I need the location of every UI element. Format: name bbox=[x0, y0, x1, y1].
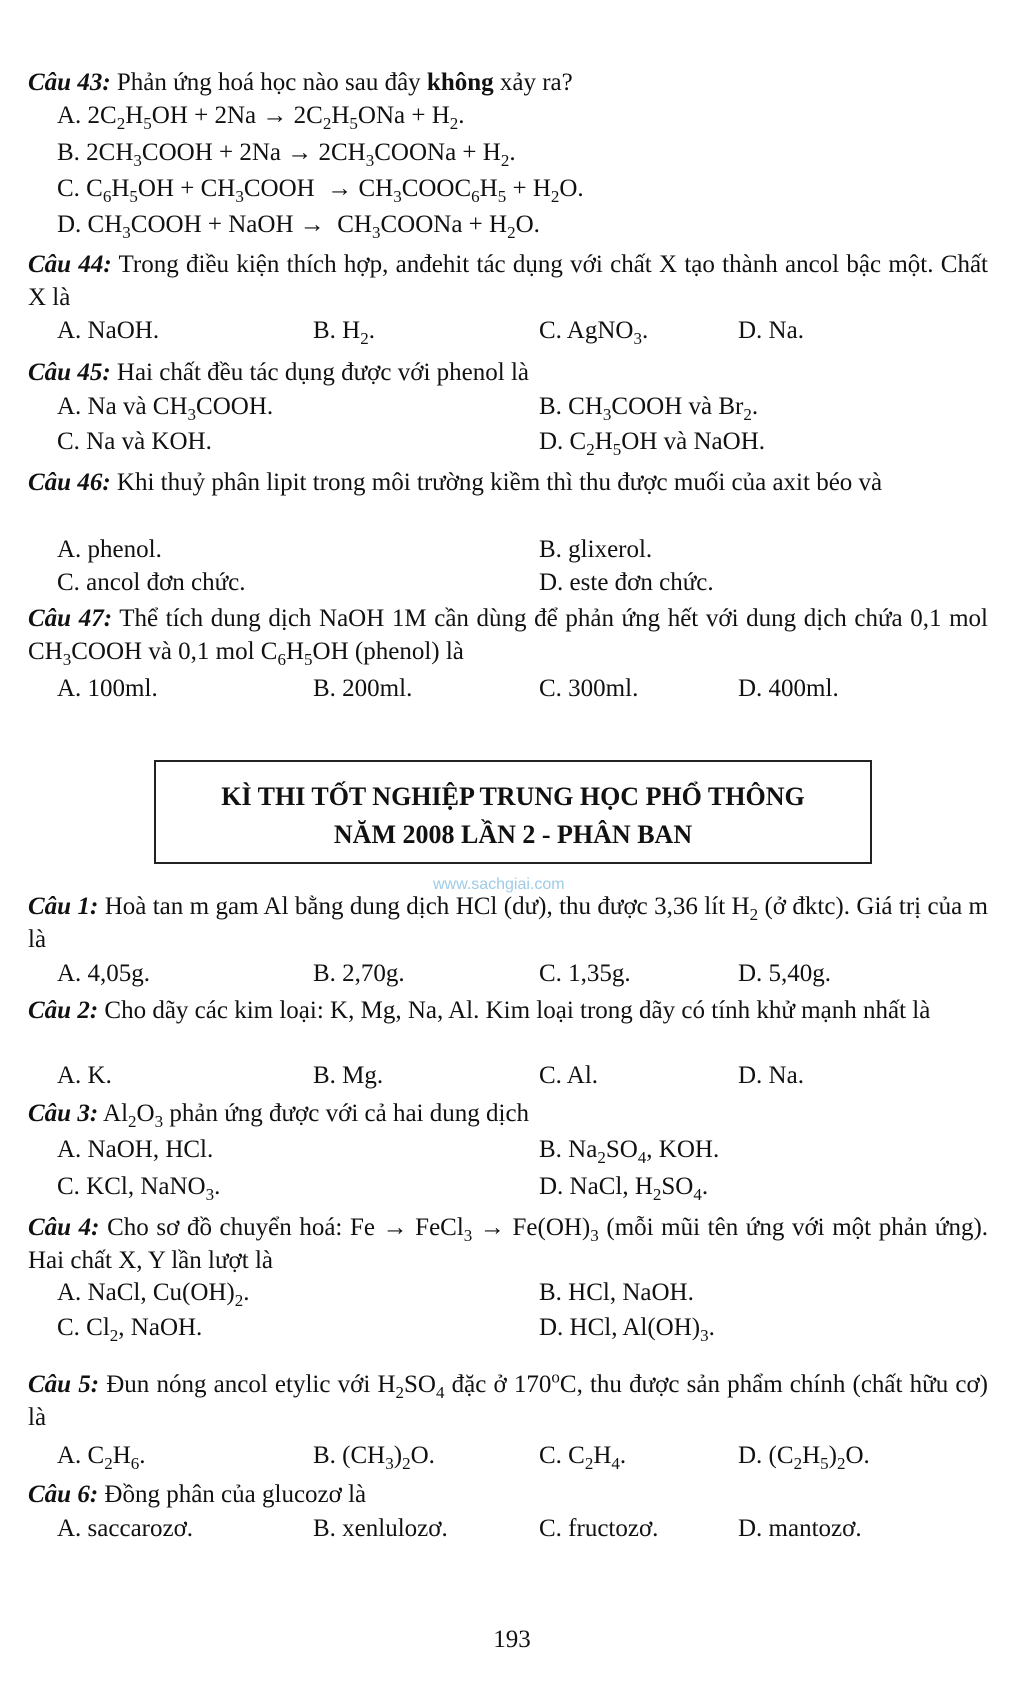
question-6 bbox=[28, 1478, 988, 1511]
option-b: B. 200ml. bbox=[313, 675, 413, 702]
option-a: A. K. bbox=[57, 1062, 112, 1089]
option-b: B. HCl, NaOH. bbox=[539, 1279, 694, 1306]
option-b: B. $CH_3COOH$ và $Br_2$. bbox=[539, 393, 759, 424]
option-d: D. este đơn chức. bbox=[539, 569, 714, 596]
option-d: D. mantozơ. bbox=[738, 1515, 862, 1542]
question-label: Câu 44: bbox=[28, 251, 112, 278]
option-a: A. NaOH. bbox=[57, 317, 160, 344]
option-d: D. 400ml. bbox=[738, 675, 839, 702]
question-label: Câu 3: bbox=[28, 1100, 99, 1127]
option-a: A. $C_2H_6$. bbox=[57, 1442, 146, 1473]
question-2 bbox=[28, 994, 988, 1027]
question-label: Câu 2: bbox=[28, 997, 99, 1024]
question-47: Câu 47: Thể tích dung dịch NaOH 1M cần dùng để phản ứng hết với dung dịch chứa 0,1 mol $CH_3COOH$ và 0,1 mol $C_6H_5OH$ (phenol) là bbox=[28, 605, 988, 669]
question-3: Câu 3: $Al_2O_3$ phản ứng được với cả hai dung dịch bbox=[28, 1100, 530, 1131]
question-text: Hai chất đều tác dụng được với phenol là bbox=[116, 359, 529, 386]
question-text: Thể tích dung dịch NaOH 1M cần dùng để phản ứng hết với dung dịch chứa 0,1 mol CH bbox=[28, 605, 988, 665]
question-text: Trong điều kiện thích hợp, anđehit tác dụng với chất X tạo thành ancol bậc một. Chất X là bbox=[28, 251, 988, 311]
option-a: A. 4,05g. bbox=[57, 960, 151, 987]
option-c: C. Al. bbox=[539, 1062, 599, 1089]
question-label: Câu 1: bbox=[28, 893, 99, 920]
question-label: Câu 5: bbox=[28, 1371, 100, 1398]
watermark: www.sachgiai.com bbox=[433, 876, 565, 893]
question-label: Câu 6: bbox=[28, 1481, 99, 1508]
option-b: B. 2,70g. bbox=[313, 960, 405, 987]
option-d: D. Na. bbox=[738, 1062, 804, 1089]
question-text: Cho sơ đồ chuyển hoá: Fe → FeCl bbox=[107, 1214, 464, 1241]
option-b: B. $Na_2SO_4$, KOH. bbox=[539, 1136, 720, 1167]
option-a: A. $2C_2H_5OH + 2Na \to 2C_2H_5ONa + H_2$. bbox=[57, 102, 465, 133]
option-d: D. HCl, $Al(OH)_3$. bbox=[539, 1314, 715, 1345]
option-a: A. NaCl, $Cu(OH)_2$. bbox=[57, 1279, 250, 1310]
option-c: C. 1,35g. bbox=[539, 960, 631, 987]
question-text: Hoà tan m gam Al bằng dung dịch HCl (dư), thu được 3,36 lít H bbox=[104, 893, 750, 920]
question-4: Câu 4: Cho sơ đồ chuyển hoá: Fe → FeCl$_3$ → $Fe(OH)_3$ (mỗi mũi tên ứng với một phản ứng). Hai chất X, Y lần lượt là bbox=[28, 1214, 989, 1274]
option-b: B. glixerol. bbox=[539, 536, 653, 563]
question-44 bbox=[28, 248, 988, 314]
option-a: A. Na và $CH_3COOH$. bbox=[57, 393, 274, 424]
question-43 bbox=[28, 66, 988, 99]
question-emphasis: không bbox=[426, 69, 494, 96]
exam-header-box bbox=[154, 760, 872, 864]
option-b: B. Mg. bbox=[313, 1062, 384, 1089]
question-45 bbox=[28, 356, 988, 389]
option-a: A. NaOH, HCl. bbox=[57, 1136, 214, 1163]
question-text: Khi thuỷ phân lipit trong môi trường kiềm thì thu được muối của axit béo và bbox=[116, 469, 883, 496]
option-b: B. $2CH_3COOH + 2Na$ → $2CH_3COONa + H_2$. bbox=[57, 139, 516, 170]
exam-header-line2: NĂM 2008 LẦN 2 - PHÂN BAN bbox=[333, 820, 693, 849]
option-d: D. $C_2H_5OH$ và NaOH. bbox=[539, 428, 766, 459]
option-b: B. xenlulozơ. bbox=[313, 1515, 448, 1542]
question-label: Câu 46: bbox=[28, 469, 111, 496]
option-a: A. saccarozơ. bbox=[57, 1515, 194, 1542]
option-c: C. Na và KOH. bbox=[57, 428, 212, 455]
option-c: C. KCl, NaNO$_3$. bbox=[57, 1173, 221, 1204]
option-a: A. phenol. bbox=[57, 536, 162, 563]
question-text: Cho dãy các kim loại: K, Mg, Na, Al. Kim loại trong dãy có tính khử mạnh nhất là bbox=[104, 997, 931, 1024]
question-text: Đun nóng ancol etylic với H bbox=[106, 1371, 396, 1398]
option-d: D. $CH_3COOH$ + NaOH → $CH_3COONa + H_2O$. bbox=[57, 211, 540, 242]
page-number: 193 bbox=[493, 1626, 531, 1653]
option-c: C. $C_6H_5OH$ + $CH_3COOH$ → $CH_3COOC_6H_5 + H_2O$. bbox=[57, 175, 584, 206]
question-5: Câu 5: Đun nóng ancol etylic với $H_2SO_4$ đặc ở 170$^o$C, thu được sản phẩm chính (chất hữu cơ) là bbox=[28, 1367, 988, 1431]
option-c: C. AgNO$_3$. bbox=[539, 317, 649, 348]
option-d: D. $(C_2H_5)_2O$. bbox=[738, 1442, 870, 1473]
option-b: B. $(CH_3)_2O$. bbox=[313, 1442, 435, 1473]
option-a: A. 100ml. bbox=[57, 675, 158, 702]
option-d: D. NaCl, $H_2SO_4$. bbox=[539, 1173, 709, 1204]
question-text: Phản ứng hoá học nào sau đây bbox=[116, 69, 421, 96]
question-label: Câu 47: bbox=[28, 605, 113, 632]
question-label: Câu 4: bbox=[28, 1214, 100, 1241]
question-text: phản ứng được với cả hai dung dịch bbox=[169, 1100, 530, 1127]
question-label: Câu 45: bbox=[28, 359, 111, 386]
option-c: C. fructozơ. bbox=[539, 1515, 659, 1542]
question-1: Câu 1: Hoà tan m gam Al bằng dung dịch HCl (dư), thu được 3,36 lít $H_2$ (ở đktc). Giá trị của m là bbox=[28, 893, 988, 953]
option-c: C. $Cl_2$, NaOH. bbox=[57, 1314, 203, 1345]
exam-header-line1: KÌ THI TỐT NGHIỆP TRUNG HỌC PHỔ THÔNG bbox=[221, 782, 805, 811]
option-c: C. 300ml. bbox=[539, 675, 639, 702]
option-c: C. ancol đơn chức. bbox=[57, 569, 246, 596]
question-label: Câu 43: bbox=[28, 69, 111, 96]
question-text: Đồng phân của glucozơ là bbox=[104, 1481, 367, 1508]
question-text-end: xảy ra? bbox=[499, 69, 573, 96]
question-46 bbox=[28, 466, 988, 499]
option-d: D. 5,40g. bbox=[738, 960, 832, 987]
option-d: D. Na. bbox=[738, 317, 804, 344]
option-c: C. $C_2H_4$. bbox=[539, 1442, 627, 1473]
option-b: B. $H_2$. bbox=[313, 317, 375, 348]
